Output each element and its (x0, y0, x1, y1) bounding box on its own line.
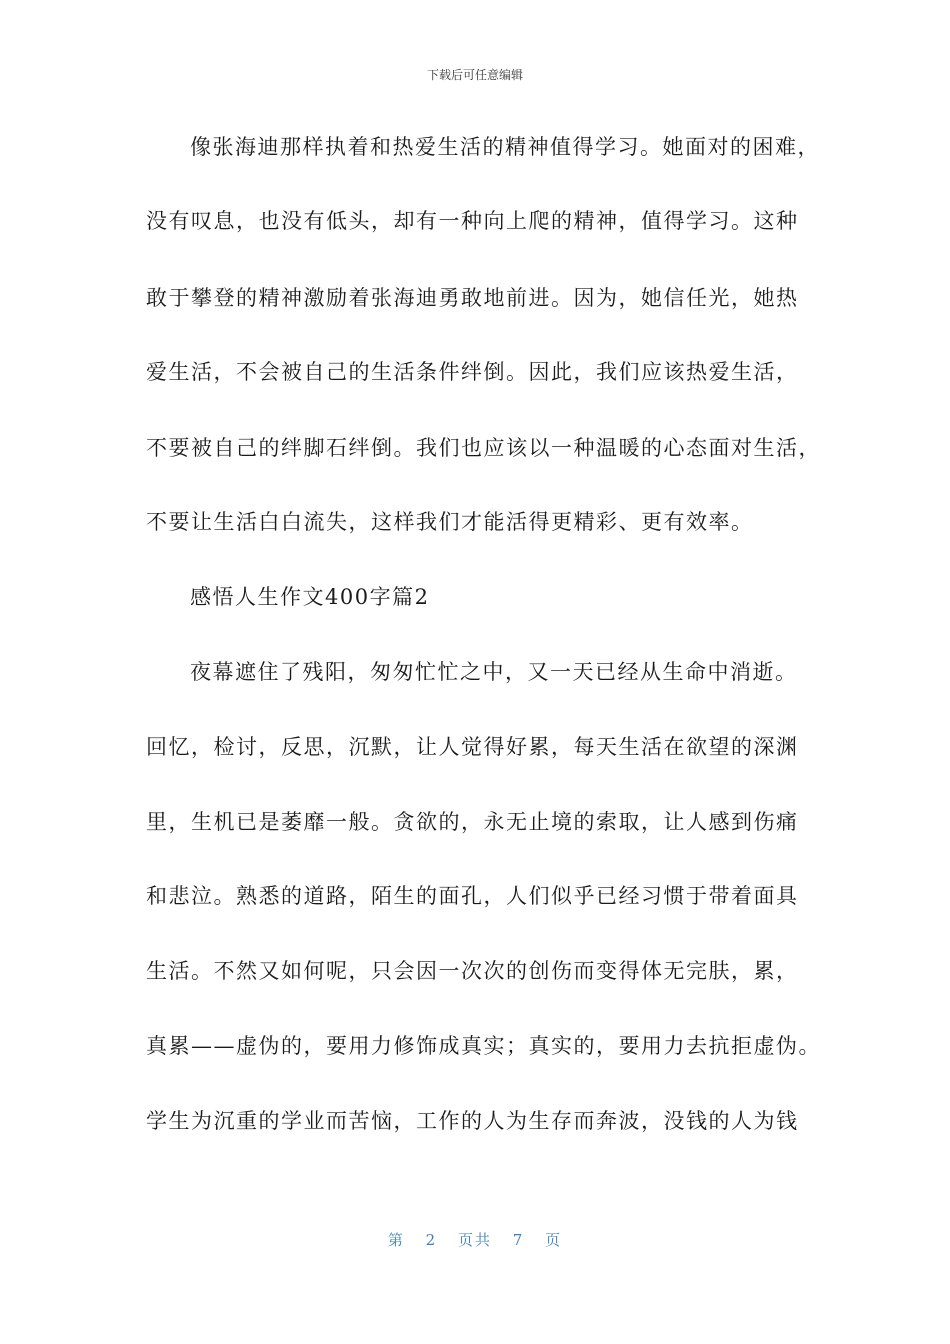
text-line: 像张海迪那样执着和热爱生活的精神值得学习。她面对的困难， (190, 135, 820, 159)
section-heading: 感悟人生作文400字篇2 (190, 585, 430, 609)
page-footer: 第 2 页共 7 页 (387, 1231, 563, 1249)
text-line: 生活。不然又如何呢，只会因一次次的创伤而变得体无完肤，累， (146, 959, 799, 983)
page-header: 下载后可任意编辑 (426, 68, 523, 82)
text-line: 敢于攀登的精神激励着张海迪勇敢地前进。因为，她信任光，她热 (146, 286, 799, 310)
text-line: 夜幕遮住了残阳，匆匆忙忙之中，又一天已经从生命中消逝。 (190, 660, 798, 684)
text-line: 里，生机已是萎靡一般。贪欲的，永无止境的索取，让人感到伤痛 (146, 810, 799, 834)
text-line: 爱生活，不会被自己的生活条件绊倒。因此，我们应该热爱生活， (146, 360, 799, 384)
text-line: 不要被自己的绊脚石绊倒。我们也应该以一种温暖的心态面对生活， (146, 436, 821, 460)
text-line: 没有叹息，也没有低头，却有一种向上爬的精神，值得学习。这种 (146, 209, 799, 233)
text-line: 回忆，检讨，反思，沉默，让人觉得好累，每天生活在欲望的深渊 (146, 735, 799, 759)
text-line: 和悲泣。熟悉的道路，陌生的面孔，人们似乎已经习惯于带着面具 (146, 884, 799, 908)
text-line: 真累——虚伪的，要用力修饰成真实；真实的，要用力去抗拒虚伪。 (146, 1034, 821, 1058)
text-line: 学生为沉重的学业而苦恼，工作的人为生存而奔波，没钱的人为钱 (146, 1109, 799, 1133)
text-line: 不要让生活白白流失，这样我们才能活得更精彩、更有效率。 (146, 510, 754, 534)
